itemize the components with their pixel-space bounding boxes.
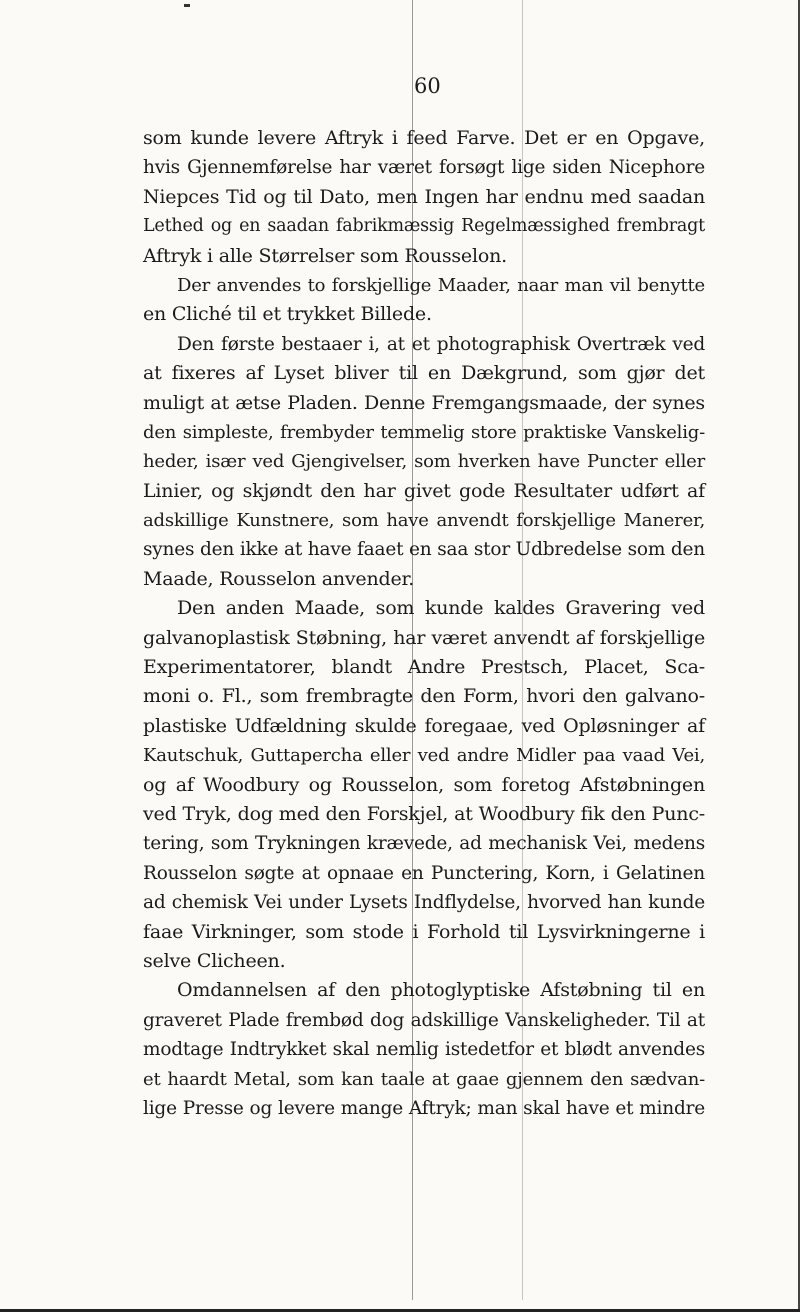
text-line: Omdannelsen af den photoglyptiske Afstøbning til en bbox=[177, 979, 705, 1002]
text-line: ved Tryk, dog med den Forskjel, at Woodbury fik den Punc- bbox=[143, 802, 705, 825]
text-line: Lethed og en saadan fabrikmæssig Regelmæssighed frembragt bbox=[143, 216, 705, 237]
text-line: Experimentatorer, blandt Andre Prestsch, Placet, Sca- bbox=[143, 656, 705, 679]
ink-mark bbox=[184, 4, 190, 7]
text-line: selve Clicheen. bbox=[143, 949, 286, 972]
page-number: 60 bbox=[414, 74, 441, 98]
text-line: et haardt Metal, som kan taale at gaae gjennem den sædvan- bbox=[143, 1068, 705, 1090]
text-line: en Cliché til et trykket Billede. bbox=[143, 303, 432, 326]
text-line: som kunde levere Aftryk i feed Farve. Det er en Opgave, bbox=[143, 127, 705, 149]
text-line: plastiske Udfældning skulde foregaae, ved Opløsninger af bbox=[143, 714, 705, 737]
text-line: Rousselon søgte at opnaae en Punctering, Korn, i Gelatinen bbox=[143, 862, 705, 884]
text-line: ad chemisk Vei under Lysets Indflydelse, hvorved han kunde bbox=[143, 892, 705, 914]
text-line: Den første bestaaer i, at et photographisk Overtræk ved bbox=[177, 333, 705, 355]
text-line: at fixeres af Lyset bliver til en Dækgrund, som gjør det bbox=[143, 362, 705, 385]
text-line: adskillige Kunstnere, som have anvendt forskjellige Manerer, bbox=[143, 510, 705, 532]
text-line: og af Woodbury og Rousselon, som foretog Afstøbningen bbox=[143, 773, 705, 796]
text-line: modtage Indtrykket skal nemlig istedetfor et blødt anvendes bbox=[143, 1039, 705, 1061]
text-line: Der anvendes to forskjellige Maader, naar man vil benytte bbox=[177, 274, 705, 296]
text-line: den simpleste, frembyder temmelig store praktiske Vanskelig- bbox=[143, 421, 705, 443]
text-line: graveret Plade frembød dog adskillige Vanskeligheder. Til at bbox=[143, 1009, 705, 1031]
text-line: moni o. Fl., som frembragte den Form, hvori den galvano- bbox=[143, 685, 705, 708]
text-line: Den anden Maade, som kunde kaldes Gravering ved bbox=[177, 597, 705, 620]
text-line: Kautschuk, Guttapercha eller ved andre Midler paa vaad Vei, bbox=[143, 745, 705, 767]
text-line: synes den ikke at have faaet en saa stor Udbredelse som den bbox=[143, 539, 705, 561]
text-line: hvis Gjennemførelse har været forsøgt lige siden Nicephore bbox=[143, 157, 705, 179]
text-line: Maade, Rousselon anvender. bbox=[143, 567, 415, 590]
text-line: muligt at ætse Pladen. Denne Fremgangsmaade, der synes bbox=[143, 391, 705, 414]
text-line: Niepces Tid og til Dato, men Ingen har endnu med saadan bbox=[143, 185, 705, 208]
text-line: heder, især ved Gjengivelser, som hverken have Puncter eller bbox=[143, 451, 705, 473]
text-line: lige Presse og levere mange Aftryk; man skal have et mindre bbox=[143, 1097, 705, 1119]
text-line: faae Virkninger, som stode i Forhold til Lysvirkningerne i bbox=[143, 920, 705, 943]
text-line: tering, som Trykningen krævede, ad mechanisk Vei, medens bbox=[143, 833, 705, 855]
text-line: Linier, og skjøndt den har givet gode Resultater udført af bbox=[143, 479, 705, 502]
text-line: Aftryk i alle Størrelser som Rousselon. bbox=[143, 244, 507, 267]
text-line: galvanoplastisk Støbning, har været anvendt af forskjellige bbox=[143, 626, 705, 649]
body-text bbox=[143, 124, 705, 1123]
